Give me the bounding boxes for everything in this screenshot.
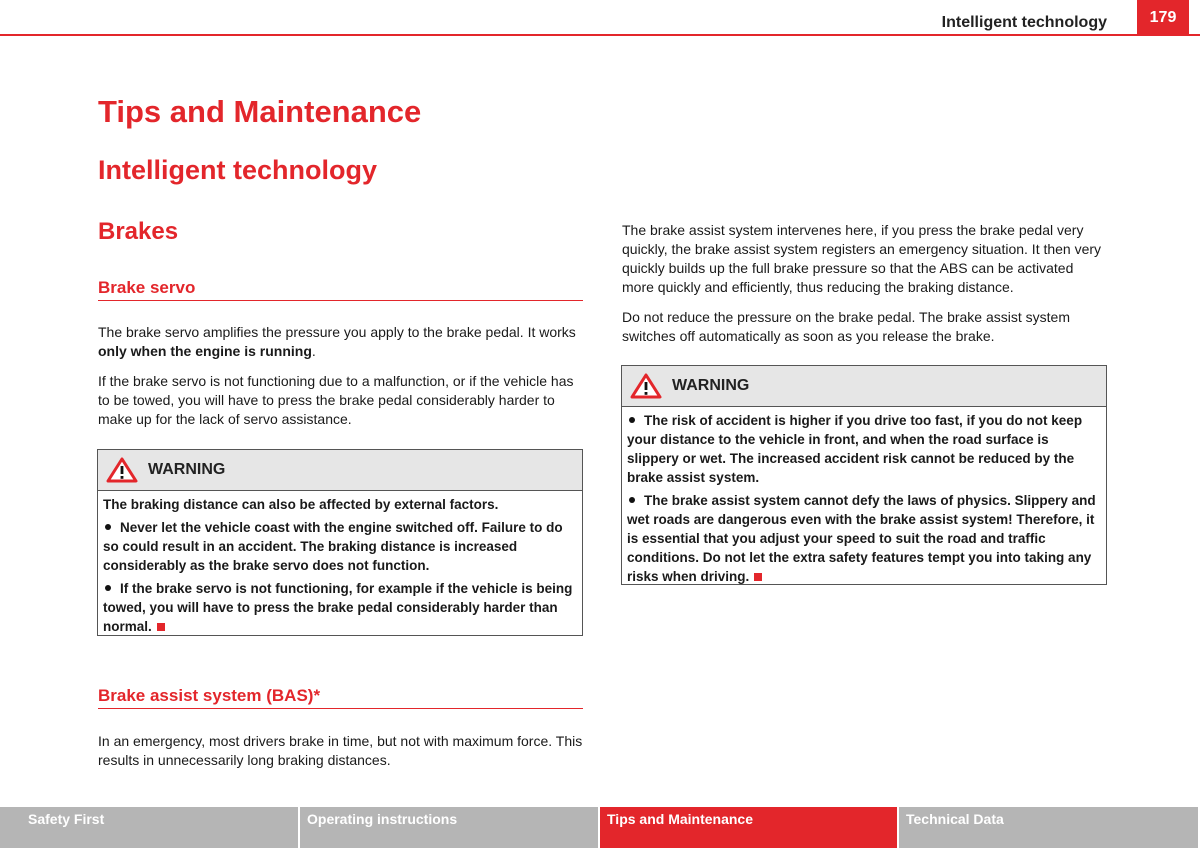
warning-triangle-icon [630,373,662,399]
bullet-icon [105,524,111,530]
page-number: 179 [1137,0,1189,36]
bullet-icon [105,585,111,591]
brake-servo-warning-box [97,449,583,636]
warning-item: The risk of accident is higher if you drive too fast, if you do not keep your distance to the vehicle in front, and when the road surface is slippery or wet. The increased accident risk cannot be reduced by the brake assist system. [627,413,1083,485]
tab-safety-first[interactable]: Safety First [0,807,298,848]
warning-intro: The braking distance can also be affected by external factors. [103,497,499,512]
chapter-title: Tips and Maintenance [98,94,422,129]
bas-paragraph-2: The brake assist system intervenes here, if you press the brake pedal very quickly, the brake assist system registers an emergency situation. It then very quickly builds up the full brake pressure so that the ABS can be activated more quickly and efficiently, thus reducing the braking distance. [622,222,1102,295]
warning-item: Never let the vehicle coast with the engine switched off. Failure to do so could result in an accident. The braking distance is increased considerably as the brake servo does not function. [103,520,563,573]
warning-item: If the brake servo is not functioning, for example if the vehicle is being towed, you will have to press the brake pedal considerably harder than normal. [103,581,573,634]
section-title: Intelligent technology [98,155,378,185]
brake-servo-paragraph-1: The brake servo amplifies the pressure you apply to the brake pedal. It works only when the engine is running. [98,324,576,359]
end-of-section-icon [157,623,165,631]
header-divider [0,34,1200,36]
tab-operating-instructions[interactable]: Operating instructions [300,807,598,848]
warning-triangle-icon [106,457,138,483]
bullet-icon [629,497,635,503]
brake-servo-heading: Brake servo [98,278,583,301]
bas-warning-box [621,365,1107,585]
warning-label: WARNING [672,377,750,394]
warning-header [622,366,1106,407]
bas-paragraph-3: Do not reduce the pressure on the brake pedal. The brake assist system switches off automatically as soon as you release the brake. [622,309,1070,344]
warning-body [98,491,582,646]
warning-item: The brake assist system cannot defy the laws of physics. Slippery and wet roads are dangerous even with the brake assist system! Therefore, it is essential that you adjust your speed to suit the road and traffic conditions. Do not let the extra safety features tempt you into taking any risks when driving. [627,493,1096,584]
tab-tips-and-maintenance[interactable]: Tips and Maintenance [600,807,897,848]
tab-technical-data[interactable]: Technical Data [899,807,1198,848]
bas-paragraph: In an emergency, most drivers brake in time, but not with maximum force. This results in unnecessarily long braking distances. [98,733,583,768]
warning-label: WARNING [148,461,226,478]
brake-servo-paragraph-2: If the brake servo is not functioning due to a malfunction, or if the vehicle has to be towed, you will have to press the brake pedal considerably harder to make up for the lack of servo assistance. [98,373,574,427]
bullet-icon [629,417,635,423]
end-of-section-icon [754,573,762,581]
emphasis-text: only when the engine is running [98,343,312,359]
chapter-tab-bar [0,807,1200,848]
running-header-title: Intelligent technology [941,14,1107,31]
warning-body [622,407,1106,596]
subsection-title: Brakes [98,218,179,245]
bas-heading: Brake assist system (BAS)* [98,686,583,709]
warning-header [98,450,582,491]
